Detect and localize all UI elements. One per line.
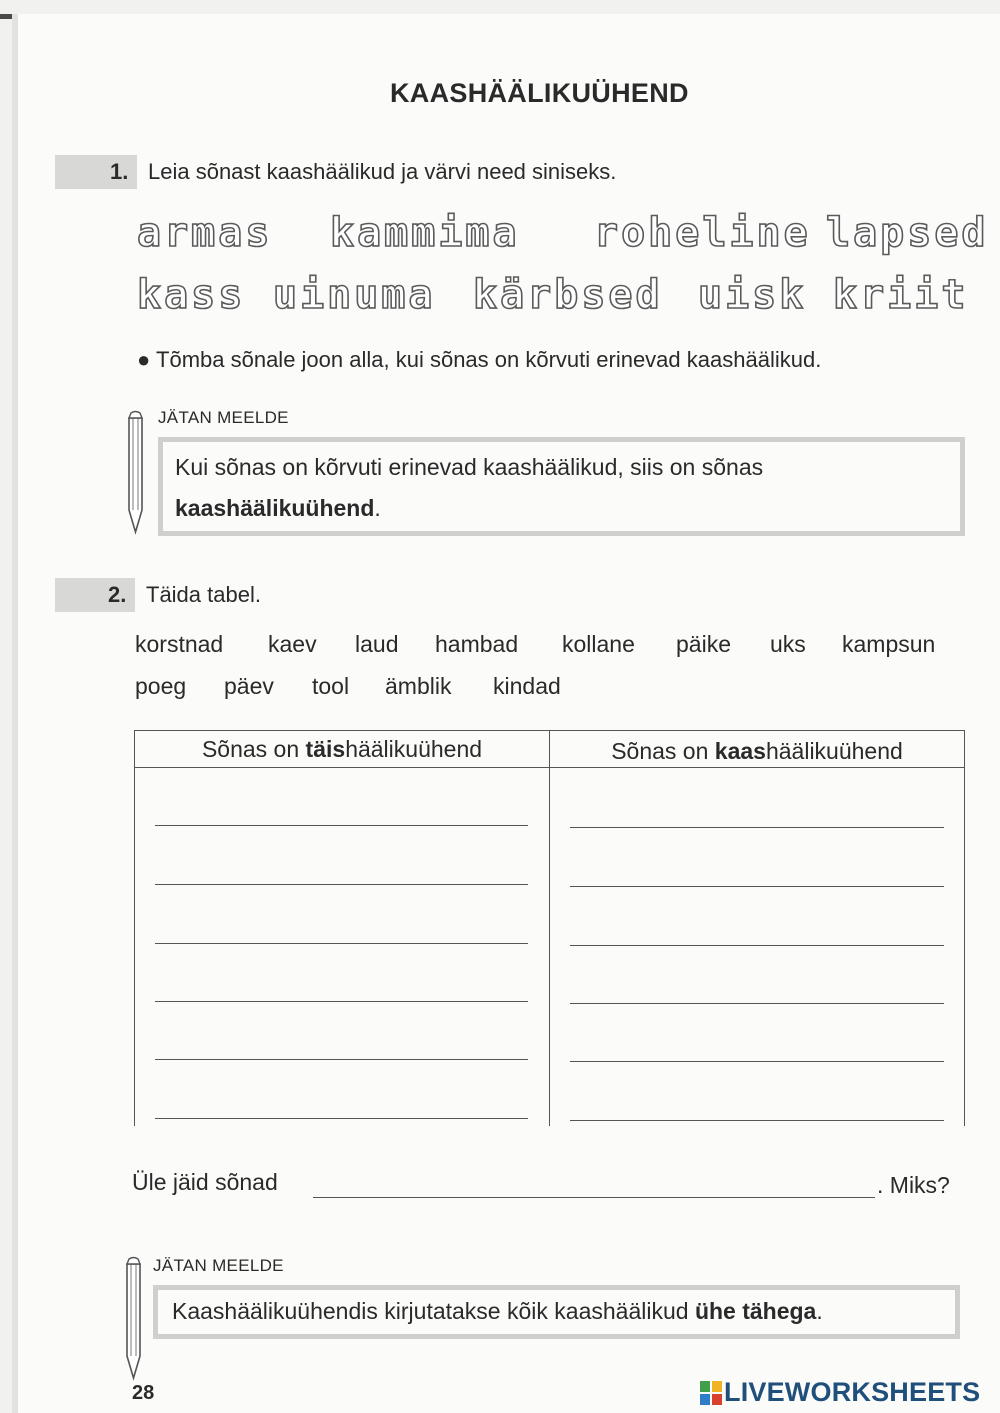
table-header-divider: [135, 767, 964, 768]
header-1-prefix: Sõnas on: [201, 736, 306, 762]
liveworksheets-logo-icon: [700, 1381, 722, 1405]
bank-word[interactable]: hambad: [435, 631, 519, 657]
leftover-question: . Miks?: [877, 1172, 950, 1198]
remember-text-1-line1: Kui sõnas on kõrvuti erinevad kaashäälikud, siis on sõnas: [175, 454, 764, 480]
remember-text-2: [172, 1292, 823, 1330]
word-armas[interactable]: armas: [137, 210, 273, 256]
header-2-suffix: häälikuühend: [765, 738, 903, 764]
bullet-instruction: [137, 347, 821, 373]
remember-term-1: kaashäälikuühend: [175, 495, 375, 521]
exercise-2-number: 2.: [108, 582, 127, 607]
answer-line-right-5[interactable]: [570, 1061, 944, 1062]
leftover-label: Üle jäid sõnad: [132, 1169, 278, 1195]
exercise-2-instruction: Täida tabel.: [146, 582, 261, 607]
remember-text-1: [175, 447, 763, 529]
bank-word[interactable]: kaev: [268, 631, 317, 657]
bank-word[interactable]: kindad: [493, 673, 561, 699]
word-karbsed[interactable]: kärbsed: [473, 272, 663, 318]
table-header-consonant-cluster: [550, 738, 964, 765]
header-2-prefix: Sõnas on: [611, 738, 715, 764]
answer-line-left-6[interactable]: [155, 1118, 528, 1119]
remember-heading-1: JÄTAN MEELDE: [158, 408, 289, 427]
word-uinuma[interactable]: uinuma: [273, 272, 436, 318]
pencil-icon: [124, 410, 150, 535]
bank-word[interactable]: uks: [770, 631, 806, 657]
bank-word[interactable]: ämblik: [385, 673, 452, 699]
leftover-answer-line[interactable]: [313, 1197, 875, 1198]
bank-word[interactable]: päike: [676, 631, 731, 657]
word-lapsed[interactable]: lapsed: [826, 210, 989, 256]
answer-line-right-1[interactable]: [570, 827, 944, 828]
answer-line-left-1[interactable]: [155, 825, 528, 826]
bank-word[interactable]: kollane: [562, 631, 635, 657]
page-number: 28: [132, 1382, 155, 1400]
answer-line-right-6[interactable]: [570, 1120, 944, 1121]
word-kass[interactable]: kass: [137, 272, 246, 318]
word-kriit[interactable]: kriit: [833, 272, 969, 318]
pencil-icon: [122, 1256, 148, 1381]
sorting-table: [134, 730, 965, 1126]
remember-term-2: ühe tähega: [694, 1298, 817, 1324]
watermark-text: LIVEWORKSHEETS: [724, 1377, 981, 1407]
remember-box-1: [158, 437, 965, 536]
answer-line-right-4[interactable]: [570, 1003, 944, 1004]
table-column-divider: [549, 731, 550, 1126]
bank-word[interactable]: päev: [224, 673, 274, 699]
word-kammima[interactable]: kammima: [330, 210, 520, 256]
header-2-bold: kaas: [714, 738, 766, 764]
remember-period-2: .: [816, 1298, 823, 1324]
bank-word[interactable]: poeg: [135, 673, 187, 699]
bullet-dot: ●: [137, 347, 151, 372]
remember-period-1: .: [374, 495, 381, 521]
answer-line-right-2[interactable]: [570, 886, 944, 887]
answer-line-right-3[interactable]: [570, 945, 944, 946]
bank-word[interactable]: tool: [312, 673, 350, 699]
answer-line-left-3[interactable]: [155, 943, 528, 944]
remember-text-2-prefix: Kaashäälikuühendis kirjutatakse kõik kaashäälikud: [172, 1298, 695, 1324]
word-uisk[interactable]: uisk: [698, 272, 807, 318]
table-header-vowel-cluster: [135, 736, 549, 763]
header-1-bold: täis: [305, 736, 346, 762]
bank-word[interactable]: kampsun: [842, 631, 936, 657]
answer-line-left-4[interactable]: [155, 1001, 528, 1002]
exercise-1-instruction: Leia sõnast kaashäälikud ja värvi need siniseks.: [148, 159, 617, 184]
bank-word[interactable]: korstnad: [135, 631, 224, 657]
answer-line-left-5[interactable]: [155, 1059, 528, 1060]
answer-line-left-2[interactable]: [155, 884, 528, 885]
remember-heading-2: JÄTAN MEELDE: [153, 1256, 284, 1275]
page-title: KAASHÄÄLIKUÜHEND: [390, 78, 689, 108]
exercise-1-number: 1.: [110, 159, 129, 184]
page-binding-shadow: [12, 14, 18, 1413]
bank-word[interactable]: laud: [355, 631, 399, 657]
word-roheline[interactable]: roheline: [594, 210, 811, 256]
liveworksheets-watermark: [700, 1377, 980, 1408]
header-1-suffix: häälikuühend: [345, 736, 483, 762]
bullet-text: Tõmba sõnale joon alla, kui sõnas on kõrvuti erinevad kaashäälikud.: [156, 347, 822, 372]
remember-box-2: [153, 1285, 960, 1339]
